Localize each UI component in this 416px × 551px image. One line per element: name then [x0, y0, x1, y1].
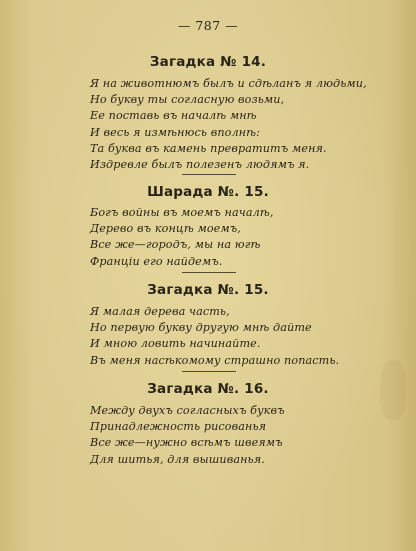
- verse-line: Дерево въ концѣ моемъ,: [90, 222, 241, 236]
- riddle-15-title: Загадка №. 15.: [147, 282, 269, 298]
- verse-line: Но букву ты согласную возьми,: [90, 93, 285, 107]
- verse-line: Та буква въ камень превратитъ меня.: [90, 141, 327, 155]
- section-divider: [182, 174, 236, 175]
- riddle-15-text: [90, 304, 339, 369]
- riddle-16-title: Загадка №. 16.: [147, 381, 269, 397]
- section-divider: [182, 371, 236, 372]
- riddle-14-text: [90, 76, 367, 173]
- charade-15-title: Шарада №. 15.: [147, 184, 269, 200]
- charade-15-text: [90, 205, 273, 270]
- verse-line: И мною ловить начинайте.: [90, 337, 261, 351]
- verse-line: Для шитья, для вышиванья.: [90, 452, 265, 466]
- paper-stain: [380, 360, 406, 420]
- riddle-14-title: Загадка № 14.: [149, 54, 267, 70]
- verse-line: Все же—городъ, мы на югѣ: [90, 238, 261, 252]
- section-divider: [182, 272, 236, 273]
- verse-line: Принадлежность рисованья: [90, 420, 267, 434]
- verse-line: Богъ войны въ моемъ началѣ,: [90, 206, 274, 219]
- verse-line: Ее поставь въ началѣ мнѣ: [90, 109, 257, 123]
- verse-line: Я малая дерева часть,: [90, 305, 230, 318]
- page-number: — 787 —: [177, 18, 239, 33]
- verse-line: И весь я измѣнюсь вполнѣ:: [90, 125, 260, 139]
- verse-line: Я на животнюмъ былъ и сдѣланъ я людьми,: [90, 77, 367, 90]
- verse-line: Все же—нужно всѣмъ швеямъ: [90, 436, 283, 450]
- verse-line: Между двухъ согласныхъ буквъ: [90, 404, 285, 417]
- riddle-16-text: [90, 403, 285, 468]
- verse-line: Въ меня насѣкомому страшно попасть.: [90, 353, 340, 367]
- verse-line: Но первую букву другую мнѣ дайте: [90, 321, 312, 335]
- verse-line: Франціи его найдемъ.: [90, 254, 223, 268]
- verse-line: Издревле былъ полезенъ людямъ я.: [90, 157, 310, 171]
